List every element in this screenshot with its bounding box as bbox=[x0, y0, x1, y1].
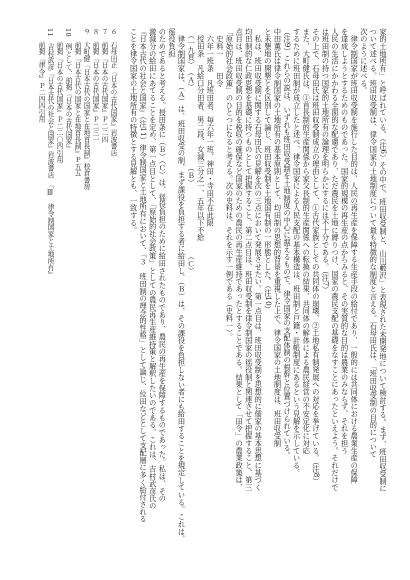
body-line: 家的土地所有」と呼ばれている。（注6）その中で、班田収受制と、山川藪沢」と表現された未開発地について検討する。まず、班田収受制に bbox=[379, 28, 388, 493]
body-line: ついて述べる。班田収受制は、律令国家の土地制度について最も特徴的な制度と言える。石母田氏は、「班田収受制の目的について bbox=[369, 28, 379, 459]
body-line: は班田制の持つ国家的土地所有の論理を明らかにするには不十分である。（注7） bbox=[321, 28, 331, 294]
body-text bbox=[129, 28, 388, 548]
body-line: 「原始的社会政策」のひとつになると考える。次の史料は、それを示す一例である（史料一）。 bbox=[225, 28, 235, 341]
body-line: また、大町健氏は、①首長制的生産関係から家父長制的生産関係への転換の結果、共同体の解体による農民経営の不安定化に対応 bbox=[302, 28, 312, 455]
body-line: 『日本古代の社会と国家』（注11）律令制国家と土地所有において、「３ 班田制の理念的性格」として論じ、位田などとして支配層に多く給付される bbox=[139, 28, 149, 523]
footnote-line: 前掲『日本の古代国家』Ｐ二二〇四引用 bbox=[55, 28, 63, 163]
body-line: 律令制国家は、（Ａ）は、班田収受の制、まず課役を負担する者に給田し、（Ｂ）は、その課役を負担しない者にも給田することを規定している。これは、徭役負担 bbox=[167, 28, 187, 543]
footnote-line: ９ 大町健『日本古代の国家と在地首長制』校倉書房 bbox=[82, 28, 90, 190]
body-line: 史料一 田令 bbox=[215, 28, 225, 87]
body-line: ことを律令国家の土地所有の特徴とする見解とも、一致する。 bbox=[129, 28, 139, 234]
body-line: のためであると考える。授田条に（Ｂ）（Ｃ）は、徭役負担のために給田されたものであり、農民の再生産を保障するものであった。私は、その bbox=[158, 28, 168, 503]
body-line: 人民の生活にかかわる全面的な配慮であり、ただ農民を土地に縛りつけ、国家の農民支配の基礎をなすことにあったといえよう。それだけで bbox=[331, 28, 341, 492]
footnote-line: 前掲『日本古代の国家と在地首長制』Ｐ五五 bbox=[73, 28, 81, 177]
body-line: 激減分の給田にあてることを定め、第一点目として、「原始的社会政策」としての農民再生産維持策と解釈したいのである。これは、吉村武彦氏の bbox=[148, 28, 158, 510]
body-line: その上で、石母田氏は班田収受制成立の理由として、①古代家族としての共同体の崩壊、②土地私有制発展への対応を挙げている。（注8） bbox=[311, 28, 321, 485]
body-line: を達成しようとするためのものであった。国家的規模の再生産の点からみると、その実質的な目的は農業のみならず、それを担う bbox=[340, 28, 350, 455]
body-line: 次のように述べる。 bbox=[359, 28, 369, 95]
body-line: 中田薫氏は律令制国家の土地所有の基本原則として、均田制の思想的背景を重視した上で、律令国家の土地制度は、班田収受制 bbox=[273, 28, 283, 447]
footnote-line: ８ 前掲『日本の古代国家』Ｐ二三一 bbox=[91, 28, 99, 143]
body-line: 均田制的な仁政思想を基礎に持つものとして把握すること、第二点目は、班田収受制を律令制国家の徭役制と関連させて把握すること、第三 bbox=[244, 28, 254, 492]
footnote-line: 10 例として、前掲『日本の古代国家』 bbox=[64, 28, 72, 152]
footnote-line: 11 吉村武彦『日本古代の社会と国家』岩波書店 『Ⅲ 律令制国家と土地所有』 bbox=[46, 28, 54, 278]
body-line: と未墾地の開墾とを区別して論じ、班田収受制を土地国有制の一形態とした。（注10） bbox=[263, 28, 273, 314]
body-line: 律令制国家が班田収受制を施行した目的は、人民の再生産を保障する生産手段の給付であり、一般的には共同体における農業生産の保障 bbox=[350, 28, 360, 484]
body-line: 六年一班条 凡班田者、毎六年一班、神田・寺田不在此限 bbox=[206, 28, 216, 227]
footnote-line: ６ 石母田正『日本の古代国家』岩波書店 bbox=[109, 28, 117, 157]
body-line: 点目は、班田収受制の目的を税収の確保など国家のための農民の再生産維持であったとすることである。結果として「田令」の農業政策は、 bbox=[235, 28, 245, 492]
body-line: 私は、班田収受制に関する石母田氏の見解を次の三点において発展させたい。第一点目は、班田収受制を思想的に儒家の基本思想に基づく bbox=[254, 28, 264, 492]
body-line: するために班田制が成立したと述べ、律令国家による人民支配の基本構造は、班田制と戸籍・計帳制度にあるという見解を示している。 bbox=[292, 28, 302, 477]
body-line: 授田条 凡給口分田者、男二段、女減三分之一、五年以下不給 bbox=[196, 28, 206, 242]
footnote-line: 前掲『律令』Ｐ二四四引用 bbox=[37, 28, 45, 123]
footnotes bbox=[36, 28, 117, 548]
footnote-line: ７ 前掲『日本の古代国家』Ｐ二二四 bbox=[100, 28, 108, 143]
body-line: （注9）これらの説は、いずれも班田収受制を土地制度の中心に据えるもので、律令国家の支配体制の根幹と位置づけられている。 bbox=[283, 28, 293, 460]
body-line: （一九頁） （Ａ） （Ｂ） （Ｃ） bbox=[187, 28, 197, 275]
